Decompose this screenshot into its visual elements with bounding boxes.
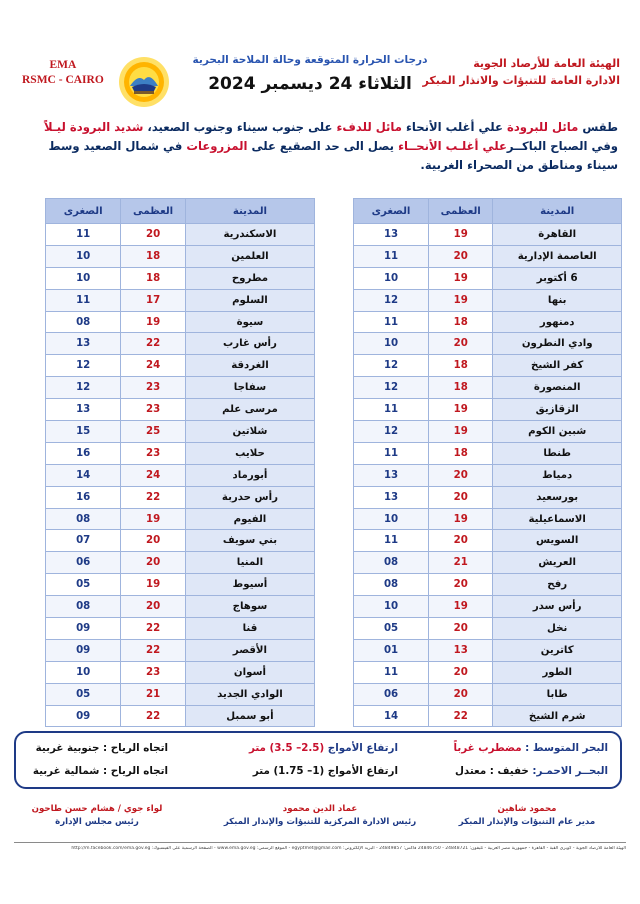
max-temp-cell: 24 bbox=[121, 355, 186, 377]
city-cell: السويس bbox=[493, 530, 622, 552]
table-row bbox=[354, 289, 622, 311]
city-cell: الاسماعيلية bbox=[493, 508, 622, 530]
table-body-left bbox=[46, 224, 315, 727]
max-temp-cell: 20 bbox=[429, 618, 493, 640]
table-row bbox=[46, 464, 315, 486]
city-cell: نخل bbox=[493, 618, 622, 640]
min-temp-cell: 09 bbox=[46, 618, 121, 640]
table-row bbox=[354, 552, 622, 574]
bulletin-date: الثلاثاء 24 ديسمبر 2024 bbox=[208, 74, 412, 94]
med-waves-value: (2.5– 3.5) bbox=[269, 742, 325, 754]
min-temp-cell: 13 bbox=[46, 333, 121, 355]
city-cell: الفيوم bbox=[185, 508, 314, 530]
max-temp-cell: 20 bbox=[429, 245, 493, 267]
col-city: المدينة bbox=[493, 199, 622, 224]
city-cell: كفر الشيخ bbox=[493, 355, 622, 377]
min-temp-cell: 12 bbox=[46, 377, 121, 399]
max-temp-cell: 20 bbox=[429, 486, 493, 508]
table-row bbox=[46, 224, 315, 246]
forecast-part: مائل للبرودة bbox=[506, 120, 579, 134]
col-max: العظمى bbox=[429, 199, 493, 224]
city-cell: أبورماد bbox=[185, 464, 314, 486]
city-cell: الزقازيق bbox=[493, 399, 622, 421]
min-temp-cell: 11 bbox=[354, 245, 429, 267]
med-label: البحر المتوسط : bbox=[521, 742, 608, 754]
max-temp-cell: 19 bbox=[121, 311, 186, 333]
red-sea-row bbox=[28, 765, 608, 783]
red-sea-state bbox=[455, 765, 608, 777]
table-row bbox=[354, 333, 622, 355]
mediterranean-row bbox=[28, 742, 608, 760]
min-temp-cell: 05 bbox=[46, 574, 121, 596]
forecast-part: علي أغلـب الأنحــاء bbox=[398, 139, 507, 153]
min-temp-cell: 12 bbox=[46, 355, 121, 377]
min-temp-cell: 11 bbox=[354, 442, 429, 464]
max-temp-cell: 18 bbox=[429, 442, 493, 464]
table-row bbox=[354, 661, 622, 683]
table-row bbox=[354, 683, 622, 705]
city-cell: رفح bbox=[493, 574, 622, 596]
city-cell: الوادي الجديد bbox=[185, 683, 314, 705]
max-temp-cell: 21 bbox=[121, 683, 186, 705]
city-cell: الغردقة bbox=[185, 355, 314, 377]
signature-chairman bbox=[22, 803, 172, 829]
max-temp-cell: 19 bbox=[429, 421, 493, 443]
red-wind: اتجاه الرياح : شمالية غربية bbox=[32, 765, 168, 777]
max-temp-cell: 19 bbox=[429, 267, 493, 289]
city-cell: الأقصر bbox=[185, 639, 314, 661]
table-header-row bbox=[354, 199, 622, 224]
med-sea-state bbox=[454, 742, 608, 754]
max-temp-cell: 18 bbox=[429, 311, 493, 333]
max-temp-cell: 22 bbox=[121, 333, 186, 355]
max-temp-cell: 13 bbox=[429, 639, 493, 661]
red-waves bbox=[253, 765, 398, 777]
table-row bbox=[354, 399, 622, 421]
max-temp-cell: 20 bbox=[121, 552, 186, 574]
table-row bbox=[46, 596, 315, 618]
table-row bbox=[354, 639, 622, 661]
min-temp-cell: 07 bbox=[46, 530, 121, 552]
min-temp-cell: 09 bbox=[46, 705, 121, 727]
forecast-part: في شمال الصعيد وسط سيناء ومناطق من الصحراء الغربية. bbox=[48, 139, 618, 172]
forecast-part: يصل الى حد الصقيع على bbox=[247, 139, 399, 153]
min-temp-cell: 15 bbox=[46, 421, 121, 443]
max-temp-cell: 20 bbox=[429, 530, 493, 552]
table-row bbox=[354, 596, 622, 618]
city-cell: سفاجا bbox=[185, 377, 314, 399]
forecast-part: مائل للدفء bbox=[336, 120, 402, 134]
max-temp-cell: 23 bbox=[121, 661, 186, 683]
table-row bbox=[46, 421, 315, 443]
city-cell: طابا bbox=[493, 683, 622, 705]
table-row bbox=[354, 311, 622, 333]
table-row bbox=[46, 530, 315, 552]
city-cell: سوهاج bbox=[185, 596, 314, 618]
med-wind: اتجاه الرياح : جنوبية غربية bbox=[35, 742, 168, 754]
min-temp-cell: 12 bbox=[354, 377, 429, 399]
max-temp-cell: 22 bbox=[121, 705, 186, 727]
min-temp-cell: 10 bbox=[46, 245, 121, 267]
max-temp-cell: 25 bbox=[121, 421, 186, 443]
max-temp-cell: 21 bbox=[429, 552, 493, 574]
max-temp-cell: 20 bbox=[121, 530, 186, 552]
min-temp-cell: 12 bbox=[354, 421, 429, 443]
table-row bbox=[46, 442, 315, 464]
city-cell: بني سويف bbox=[185, 530, 314, 552]
table-row bbox=[354, 486, 622, 508]
marine-conditions-box bbox=[14, 731, 622, 789]
red-waves-unit: متر bbox=[252, 765, 274, 777]
footer-contact: الهيئة العامة للأرصاد الجوية - كوبري القبة - القاهرة - جمهورية مصر العربية - تليفون: 24848721 - 24846750 فاكس: 24849857 - البريد الإلكتروني: egyptmet@gmail.com - الموقع الرسمي: www.ema.gov.eg - الصفحة الرسمية على الفيسبوك: http://m.facebook.com/ema.gov.eg bbox=[71, 846, 626, 851]
min-temp-cell: 10 bbox=[46, 661, 121, 683]
forecast-part: وفي الصباح الباكــر bbox=[506, 139, 618, 153]
min-temp-cell: 14 bbox=[354, 705, 429, 727]
city-cell: 6 أكتوبر bbox=[493, 267, 622, 289]
max-temp-cell: 19 bbox=[429, 399, 493, 421]
col-city: المدينة bbox=[185, 199, 314, 224]
max-temp-cell: 20 bbox=[429, 574, 493, 596]
min-temp-cell: 05 bbox=[46, 683, 121, 705]
max-temp-cell: 20 bbox=[429, 683, 493, 705]
city-cell: العريش bbox=[493, 552, 622, 574]
max-temp-cell: 22 bbox=[121, 618, 186, 640]
forecast-part: شديد البرودة ليـلاً bbox=[44, 120, 144, 134]
max-temp-cell: 20 bbox=[429, 464, 493, 486]
table-row bbox=[46, 377, 315, 399]
city-cell: مرسى علم bbox=[185, 399, 314, 421]
city-cell: رأس غارب bbox=[185, 333, 314, 355]
city-cell: دمنهور bbox=[493, 311, 622, 333]
table-row bbox=[354, 464, 622, 486]
city-cell: أسوان bbox=[185, 661, 314, 683]
city-cell: العلمين bbox=[185, 245, 314, 267]
table-row bbox=[46, 661, 315, 683]
col-min: الصغرى bbox=[46, 199, 121, 224]
forecast-text bbox=[38, 118, 618, 175]
city-cell: شلاتين bbox=[185, 421, 314, 443]
min-temp-cell: 13 bbox=[354, 464, 429, 486]
max-temp-cell: 20 bbox=[121, 224, 186, 246]
max-temp-cell: 20 bbox=[121, 596, 186, 618]
table-row bbox=[354, 377, 622, 399]
max-temp-cell: 18 bbox=[121, 267, 186, 289]
min-temp-cell: 06 bbox=[46, 552, 121, 574]
bulletin-subtitle: درجات الحرارة المتوقعة وحالة الملاحة البحرية bbox=[192, 54, 428, 66]
forecast-part: طقس bbox=[578, 120, 618, 134]
max-temp-cell: 23 bbox=[121, 442, 186, 464]
table-row bbox=[46, 683, 315, 705]
table-row bbox=[354, 267, 622, 289]
max-temp-cell: 22 bbox=[429, 705, 493, 727]
min-temp-cell: 11 bbox=[354, 311, 429, 333]
min-temp-cell: 12 bbox=[354, 289, 429, 311]
max-temp-cell: 19 bbox=[121, 508, 186, 530]
city-cell: السلوم bbox=[185, 289, 314, 311]
min-temp-cell: 05 bbox=[354, 618, 429, 640]
org-name: الهيئة العامة للأرصاد الجوية bbox=[473, 57, 620, 70]
city-cell: دمياط bbox=[493, 464, 622, 486]
forecast-part: علي أغلب الأنحاء bbox=[401, 120, 507, 134]
org-department: الادارة العامة للتنبؤات والانذار المبكر bbox=[422, 74, 620, 87]
temperature-table-right bbox=[353, 198, 622, 727]
min-temp-cell: 10 bbox=[354, 596, 429, 618]
table-header-row bbox=[46, 199, 315, 224]
min-temp-cell: 14 bbox=[46, 464, 121, 486]
forecast-part: على جنوب سيناء وجنوب الصعيد، bbox=[143, 120, 337, 134]
signatory-name: محمود شاهين bbox=[497, 804, 557, 814]
min-temp-cell: 12 bbox=[354, 355, 429, 377]
min-temp-cell: 06 bbox=[354, 683, 429, 705]
table-row bbox=[354, 618, 622, 640]
red-waves-value: (1– 1.75) bbox=[273, 765, 325, 777]
city-cell: مطروح bbox=[185, 267, 314, 289]
table-row bbox=[354, 705, 622, 727]
city-cell: شرم الشيخ bbox=[493, 705, 622, 727]
city-cell: المنصورة bbox=[493, 377, 622, 399]
table-row bbox=[46, 245, 315, 267]
min-temp-cell: 11 bbox=[46, 224, 121, 246]
signatory-title: مدير عام التنبؤات والإنذار المبكر bbox=[458, 817, 596, 827]
city-cell: رأس سدر bbox=[493, 596, 622, 618]
table-row bbox=[354, 530, 622, 552]
city-cell: حلايب bbox=[185, 442, 314, 464]
city-cell: الاسكندرية bbox=[185, 224, 314, 246]
min-temp-cell: 10 bbox=[354, 267, 429, 289]
signature-central-head bbox=[215, 803, 425, 829]
table-row bbox=[46, 333, 315, 355]
min-temp-cell: 13 bbox=[354, 224, 429, 246]
table-row bbox=[46, 289, 315, 311]
table-row bbox=[46, 399, 315, 421]
max-temp-cell: 24 bbox=[121, 464, 186, 486]
red-waves-label: ارتفاع الأمواج bbox=[324, 765, 398, 777]
max-temp-cell: 19 bbox=[429, 508, 493, 530]
max-temp-cell: 20 bbox=[429, 333, 493, 355]
table-row bbox=[354, 224, 622, 246]
table-row bbox=[46, 705, 315, 727]
city-cell: بنها bbox=[493, 289, 622, 311]
max-temp-cell: 23 bbox=[121, 399, 186, 421]
city-cell: أبو سمبل bbox=[185, 705, 314, 727]
red-state: خفيف : معتدل bbox=[454, 765, 529, 777]
table-row bbox=[354, 574, 622, 596]
signatory-title: رئيس الادارة المركزية للتنبؤات والإنذار المبكر bbox=[223, 817, 417, 827]
table-row bbox=[354, 421, 622, 443]
min-temp-cell: 11 bbox=[46, 289, 121, 311]
table-row bbox=[354, 442, 622, 464]
min-temp-cell: 10 bbox=[354, 508, 429, 530]
city-cell: وادي النطرون bbox=[493, 333, 622, 355]
min-temp-cell: 08 bbox=[46, 508, 121, 530]
city-cell: بورسعيد bbox=[493, 486, 622, 508]
min-temp-cell: 09 bbox=[46, 639, 121, 661]
med-state: مضطرب غرباً bbox=[453, 742, 522, 754]
organization-header bbox=[423, 55, 620, 89]
ema-logo-icon bbox=[118, 56, 170, 108]
footer-divider bbox=[14, 842, 626, 843]
max-temp-cell: 18 bbox=[429, 377, 493, 399]
min-temp-cell: 16 bbox=[46, 486, 121, 508]
temperature-table-left bbox=[45, 198, 315, 727]
min-temp-cell: 08 bbox=[354, 552, 429, 574]
max-temp-cell: 18 bbox=[121, 245, 186, 267]
city-cell: القاهرة bbox=[493, 224, 622, 246]
col-max: العظمى bbox=[121, 199, 186, 224]
min-temp-cell: 13 bbox=[354, 486, 429, 508]
city-cell: المنيا bbox=[185, 552, 314, 574]
ema-text: EMA bbox=[49, 59, 77, 71]
table-row bbox=[46, 574, 315, 596]
city-cell: شبين الكوم bbox=[493, 421, 622, 443]
rsmc-text: RSMC - CAIRO bbox=[22, 74, 104, 86]
col-min: الصغرى bbox=[354, 199, 429, 224]
max-temp-cell: 19 bbox=[429, 289, 493, 311]
min-temp-cell: 11 bbox=[354, 399, 429, 421]
table-row bbox=[354, 508, 622, 530]
med-waves bbox=[249, 742, 398, 754]
forecast-part: المزروعات bbox=[186, 139, 248, 153]
max-temp-cell: 17 bbox=[121, 289, 186, 311]
city-cell: أسيوط bbox=[185, 574, 314, 596]
max-temp-cell: 22 bbox=[121, 639, 186, 661]
max-temp-cell: 19 bbox=[429, 224, 493, 246]
max-temp-cell: 18 bbox=[429, 355, 493, 377]
min-temp-cell: 11 bbox=[354, 530, 429, 552]
max-temp-cell: 22 bbox=[121, 486, 186, 508]
med-waves-unit: متر bbox=[248, 742, 270, 754]
signatory-name: لواء جوي / هشام حسن طاحون bbox=[31, 804, 163, 814]
min-temp-cell: 11 bbox=[354, 661, 429, 683]
signatory-title: رئيس مجلس الإدارة bbox=[55, 817, 139, 827]
max-temp-cell: 23 bbox=[121, 377, 186, 399]
min-temp-cell: 13 bbox=[46, 399, 121, 421]
city-cell: سيوة bbox=[185, 311, 314, 333]
rsmc-label bbox=[22, 58, 104, 88]
min-temp-cell: 01 bbox=[354, 639, 429, 661]
city-cell: العاصمة الإدارية bbox=[493, 245, 622, 267]
max-temp-cell: 19 bbox=[429, 596, 493, 618]
min-temp-cell: 08 bbox=[354, 574, 429, 596]
table-row bbox=[46, 355, 315, 377]
table-row bbox=[46, 311, 315, 333]
med-waves-label: ارتفاع الأمواج bbox=[324, 742, 398, 754]
min-temp-cell: 08 bbox=[46, 311, 121, 333]
city-cell: طنطا bbox=[493, 442, 622, 464]
signature-director bbox=[442, 803, 612, 829]
red-label: البحــر الاحمـر: bbox=[528, 765, 608, 777]
max-temp-cell: 19 bbox=[121, 574, 186, 596]
city-cell: كاترين bbox=[493, 639, 622, 661]
signatory-name: عماد الدين محمود bbox=[282, 804, 358, 814]
min-temp-cell: 10 bbox=[46, 267, 121, 289]
min-temp-cell: 08 bbox=[46, 596, 121, 618]
city-cell: الطور bbox=[493, 661, 622, 683]
table-body-right bbox=[354, 224, 622, 727]
min-temp-cell: 10 bbox=[354, 333, 429, 355]
title-block bbox=[180, 54, 440, 94]
city-cell: قنا bbox=[185, 618, 314, 640]
city-cell: رأس حدربة bbox=[185, 486, 314, 508]
min-temp-cell: 16 bbox=[46, 442, 121, 464]
table-row bbox=[354, 355, 622, 377]
max-temp-cell: 20 bbox=[429, 661, 493, 683]
table-row bbox=[46, 508, 315, 530]
table-row bbox=[46, 552, 315, 574]
table-row bbox=[46, 267, 315, 289]
table-row bbox=[46, 618, 315, 640]
table-row bbox=[46, 486, 315, 508]
table-row bbox=[46, 639, 315, 661]
table-row bbox=[354, 245, 622, 267]
